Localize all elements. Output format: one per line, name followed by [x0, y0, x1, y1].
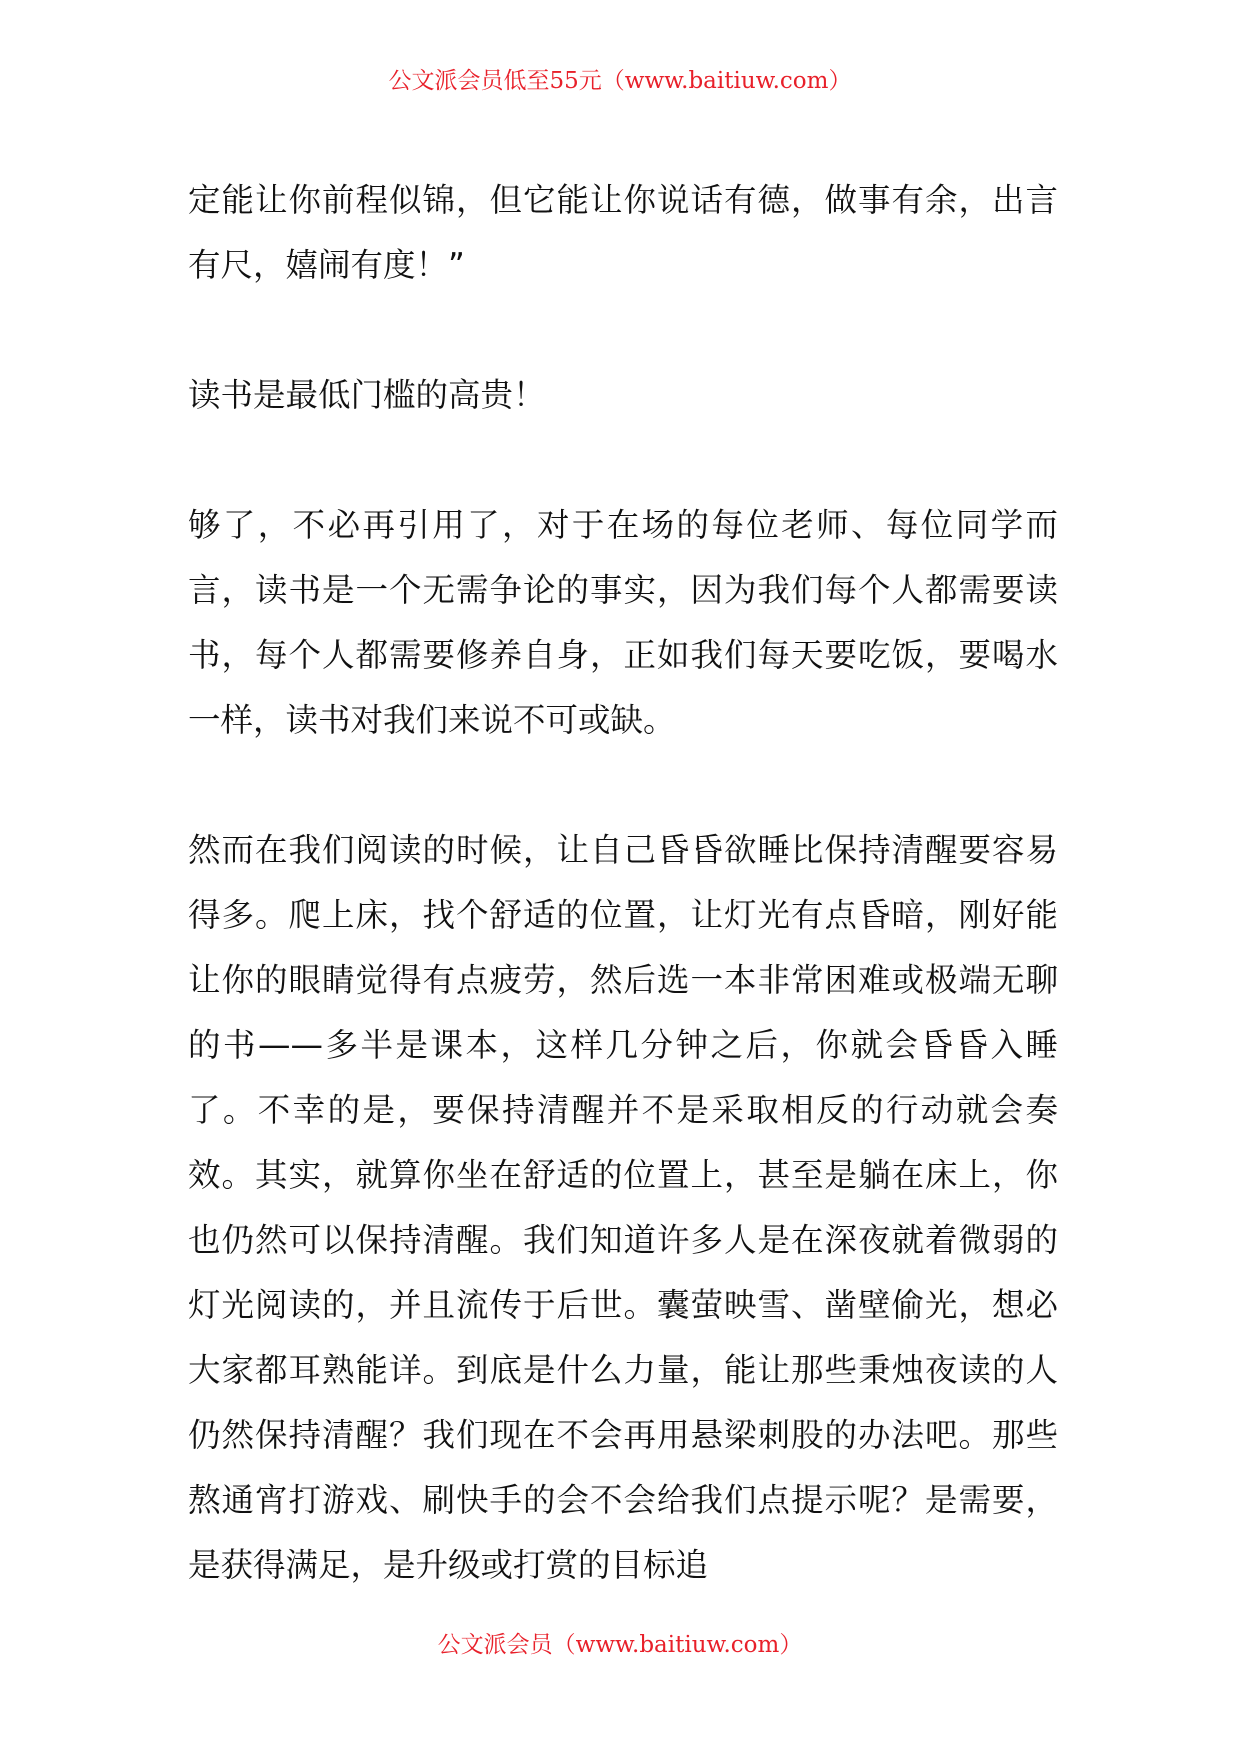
document-body	[188, 168, 1058, 1598]
paragraph-1: 定能让你前程似锦，但它能让你说话有德，做事有余，出言有尺，嬉闹有度！”	[188, 181, 1058, 284]
paragraph-3: 够了，不必再引用了，对于在场的每位老师、每位同学而言，读书是一个无需争论的事实，因为我们每个人都需要读书，每个人都需要修养自身，正如我们每天要吃饭，要喝水一样，读书对我们来说不可或缺。	[188, 506, 1058, 739]
paragraph-2: 读书是最低门槛的高贵！	[188, 376, 546, 414]
page-header-watermark: 公文派会员低至55元（www.baitiuw.com）	[388, 68, 852, 94]
page-footer-watermark: 公文派会员（www.baitiuw.com）	[437, 1632, 803, 1658]
paragraph-4: 然而在我们阅读的时候，让自己昏昏欲睡比保持清醒要容易得多。爬上床，找个舒适的位置，让灯光有点昏暗，刚好能让你的眼睛觉得有点疲劳，然后选一本非常困难或极端无聊的书——多半是课本，这样几分钟之后，你就会昏昏入睡了。不幸的是，要保持清醒并不是采取相反的行动就会奏效。其实，就算你坐在舒适的位置上，甚至是躺在床上，你也仍然可以保持清醒。我们知道许多人是在深夜就着微弱的灯光阅读的，并且流传于后世。囊萤映雪、凿壁偷光，想必大家都耳熟能详。到底是什么力量，能让那些秉烛夜读的人仍然保持清醒？我们现在不会再用悬梁刺股的办法吧。那些熬通宵打游戏、刷快手的会不会给我们点提示呢？是需要，是获得满足，是升级或打赏的目标追	[188, 831, 1058, 1584]
